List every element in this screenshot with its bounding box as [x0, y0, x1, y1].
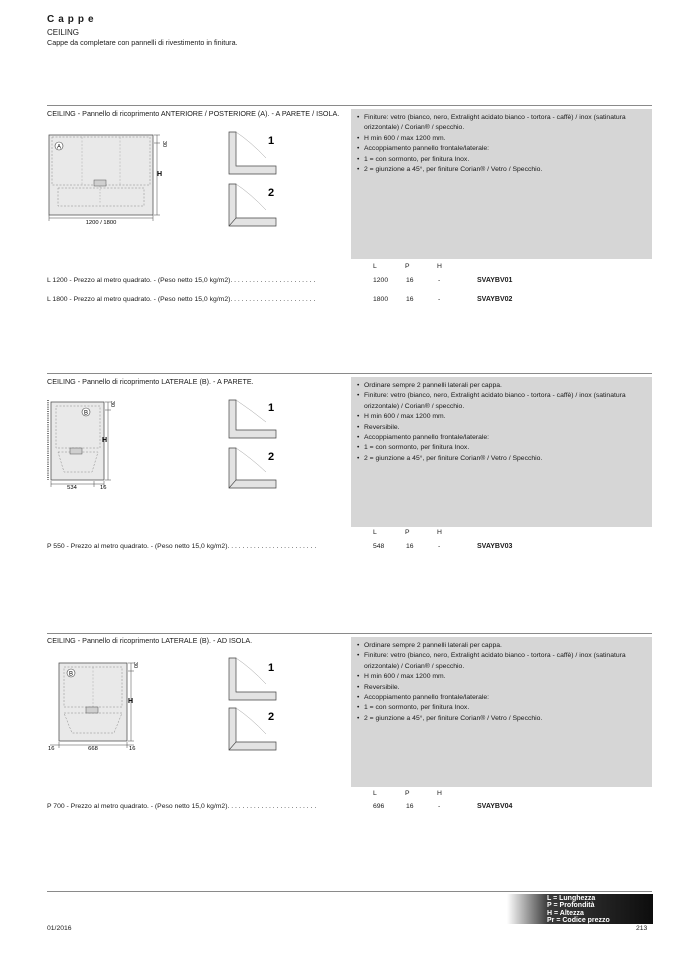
variant-one-label: 1 — [268, 662, 275, 674]
panel-outline — [49, 135, 153, 215]
price-row-p: 16 — [406, 277, 414, 284]
column-header-l: L — [373, 790, 377, 797]
variant-one-label: 1 — [268, 135, 275, 147]
price-code: SVAYBV01 — [477, 277, 513, 284]
column-header-l: L — [373, 529, 377, 536]
footer-date: 01/2016 — [47, 925, 72, 932]
note-item: • 2 = giunzione a 45°, per finiture Corian® / Vetro / Specchio. — [357, 454, 646, 464]
joint-variant-drawings — [226, 656, 286, 756]
marker-label: A — [56, 144, 62, 151]
variant-two-label: 2 — [268, 187, 275, 199]
side-dimension-label: 16 — [100, 485, 107, 491]
note-item: • Ordinare sempre 2 pannelli laterali per cappa. — [357, 381, 646, 391]
note-item: • H min 600 / max 1200 mm. — [357, 412, 646, 422]
footer-divider — [47, 891, 652, 892]
note-item: • 1 = con sormonto, per finitura Inox. — [357, 703, 646, 713]
height-dimension-label: H — [128, 698, 134, 705]
panel-outline — [51, 402, 104, 480]
note-item: • Accoppiamento pannello frontale/laterale: — [357, 144, 646, 154]
note-item: • Reversibile. — [357, 683, 646, 693]
column-header-p: P — [405, 790, 410, 797]
price-code: SVAYBV04 — [477, 803, 513, 810]
price-row-l: 1200 — [373, 277, 389, 284]
legend-line: P = Profondità — [547, 902, 595, 910]
page-number: 213 — [636, 925, 648, 932]
legend-line: L = Lunghezza — [547, 895, 596, 902]
price-row-p: 16 — [406, 803, 414, 810]
page-title: Cappe — [47, 14, 98, 25]
notes-box — [351, 637, 652, 787]
note-item: • Ordinare sempre 2 pannelli laterali per cappa. — [357, 641, 646, 651]
price-row-h: - — [438, 543, 441, 550]
variant-two-label: 2 — [268, 711, 275, 723]
joint-variant-drawings — [226, 130, 286, 230]
height-dimension-label: H — [157, 171, 163, 178]
price-row-description: L 1200 - Prezzo al metro quadrato. - (Peso netto 15,0 kg/m2). . . . . . . . . . . . . . . . . . . . . . . — [47, 277, 316, 284]
note-item: • Accoppiamento pannello frontale/laterale: — [357, 693, 646, 703]
price-row-description: L 1800 - Prezzo al metro quadrato. - (Peso netto 15,0 kg/m2). . . . . . . . . . . . . . . . . . . . . . . — [47, 296, 316, 303]
price-row-description: P 700 - Prezzo al metro quadrato. - (Peso netto 15,0 kg/m2). . . . . . . . . . . . . . . . . . . . . . . . — [47, 803, 317, 810]
column-header-h: H — [437, 529, 442, 536]
price-row-l: 696 — [373, 803, 385, 810]
note-item: • Finiture: vetro (bianco, nero, Extralight acidato bianco - tortora - caffè) / inox (satinatura orizzontale) / Corian® / specchio. — [357, 113, 646, 134]
side-island-panel-drawing — [44, 657, 144, 752]
section-title: CEILING - Pannello di ricoprimento LATERALE (B). - AD ISOLA. — [47, 636, 253, 645]
note-item: • 1 = con sormonto, per finitura Inox. — [357, 155, 646, 165]
price-code: SVAYBV03 — [477, 543, 513, 550]
price-row-h: - — [438, 296, 441, 303]
variant-two-label: 2 — [268, 451, 275, 463]
notes-box — [351, 109, 652, 259]
note-item: • 2 = giunzione a 45°, per finiture Corian® / Vetro / Specchio. — [357, 714, 646, 724]
left-side-dimension-label: 16 — [48, 746, 55, 752]
note-item: • H min 600 / max 1200 mm. — [357, 672, 646, 682]
note-item: • Finiture: vetro (bianco, nero, Extralight acidato bianco - tortora - caffè) / inox (satinatura orizzontale) / Corian® / specchio. — [357, 651, 646, 672]
right-side-dimension-label: 16 — [129, 746, 136, 752]
page-subtitle: CEILING — [47, 28, 80, 37]
price-row-p: 16 — [406, 543, 414, 550]
price-row-l: 1800 — [373, 296, 389, 303]
price-row-h: - — [438, 277, 441, 284]
column-header-l: L — [373, 263, 377, 270]
side-wall-panel-drawing — [44, 396, 124, 491]
column-header-p: P — [405, 263, 410, 270]
variant-one-label: 1 — [268, 402, 275, 414]
marker-label: B — [83, 410, 89, 417]
width-dimension-label: 534 — [67, 485, 77, 491]
marker-label: B — [68, 671, 74, 678]
notes-box — [351, 377, 652, 527]
height-dimension-label: H — [102, 437, 108, 444]
depth-dimension-label: 30 — [109, 401, 115, 408]
price-row-description: P 550 - Prezzo al metro quadrato. - (Peso netto 15,0 kg/m2). . . . . . . . . . . . . . . . . . . . . . . . — [47, 543, 317, 550]
section-title: CEILING - Pannello di ricoprimento LATERALE (B). - A PARETE. — [47, 377, 254, 386]
column-header-h: H — [437, 790, 442, 797]
front-panel-drawing — [44, 130, 174, 225]
depth-dimension-label: 30 — [161, 141, 167, 148]
note-item: • 2 = giunzione a 45°, per finiture Corian® / Vetro / Specchio. — [357, 165, 646, 175]
note-item: • Accoppiamento pannello frontale/laterale: — [357, 433, 646, 443]
column-header-h: H — [437, 263, 442, 270]
section-title: CEILING - Pannello di ricoprimento ANTERIORE / POSTERIORE (A). - A PARETE / ISOLA. — [47, 109, 340, 118]
price-row-l: 548 — [373, 543, 385, 550]
note-item: • Finiture: vetro (bianco, nero, Extralight acidato bianco - tortora - caffè) / inox (satinatura orizzontale) / Corian® / specchio. — [357, 391, 646, 412]
section-divider — [47, 373, 652, 374]
width-dimension-label: 668 — [88, 746, 98, 752]
legend-line: Pr = Codice prezzo — [547, 917, 610, 925]
price-row-p: 16 — [406, 296, 414, 303]
width-dimension-label: 1200 / 1800 — [85, 220, 117, 225]
note-item: • Reversibile. — [357, 423, 646, 433]
depth-dimension-label: 30 — [132, 662, 138, 669]
note-item: • H min 600 / max 1200 mm. — [357, 134, 646, 144]
legend-line: H = Altezza — [547, 909, 584, 917]
joint-variant-drawings — [226, 398, 286, 498]
price-code: SVAYBV02 — [477, 296, 513, 303]
legend-text — [547, 895, 610, 925]
page-description: Cappe da completare con pannelli di rivestimento in finitura. — [47, 38, 238, 47]
section-divider — [47, 105, 652, 106]
section-divider — [47, 633, 652, 634]
column-header-p: P — [405, 529, 410, 536]
price-row-h: - — [438, 803, 441, 810]
note-item: • 1 = con sormonto, per finitura Inox. — [357, 443, 646, 453]
